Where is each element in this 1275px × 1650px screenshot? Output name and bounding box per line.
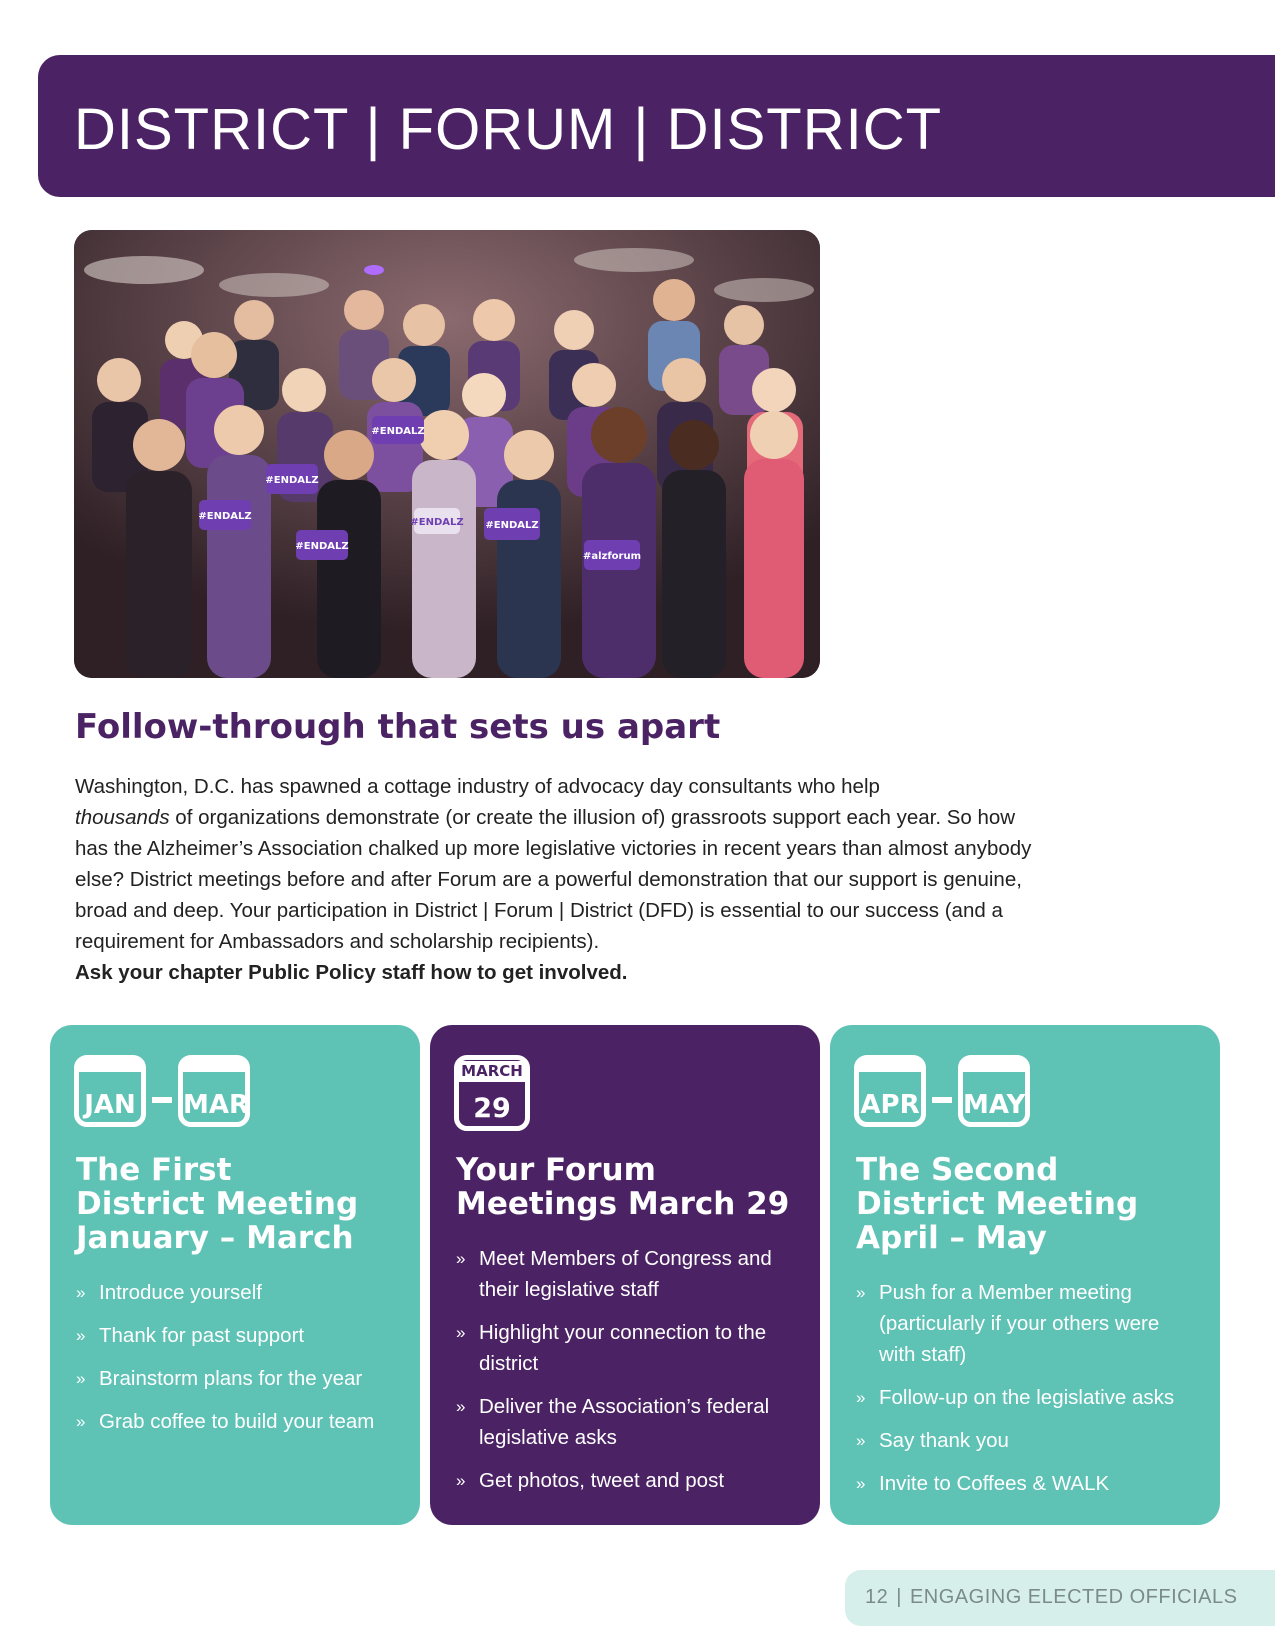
calendar-end-label: MAY (963, 1090, 1026, 1120)
calendar-end-label: MAR (183, 1090, 250, 1120)
calendar-icon (74, 1055, 146, 1127)
card-title-line: District Meeting (76, 1186, 359, 1222)
sign-6: #alzforum (582, 551, 642, 562)
list-item: » Say thank you (856, 1425, 1186, 1456)
card-title-line: Your Forum (456, 1152, 656, 1188)
date-range-badge (74, 1055, 250, 1127)
calendar-icon (178, 1055, 250, 1127)
dash-icon (932, 1097, 952, 1103)
card-list (76, 1277, 406, 1449)
intro-paragraph (75, 771, 1035, 988)
sign-4: #ENDALZ (371, 426, 425, 437)
list-item: » Introduce yourself (76, 1277, 406, 1308)
calendar-start-label: APR (860, 1090, 920, 1120)
sign-5: #ENDALZ (485, 520, 539, 531)
card-title (76, 1153, 416, 1255)
intro-text-rest: of organizations demonstrate (or create the illusion of) grassroots support each year. So how has the Alzheimer’s Association chalked up more legislative victories in recent years than almost anybody else? District meetings before and after Forum are a powerful demonstration that our support is genuine, broad and deep. Your participation in District | Forum | District (DFD) is essential to our success (and a requirement for Ambassadors and scholarship recipients). (75, 806, 1032, 953)
call-to-action: Ask your chapter Public Policy staff how to get involved. (75, 961, 628, 984)
footer-text (865, 1586, 1237, 1609)
date-badge (454, 1055, 530, 1131)
second-district-card (830, 1025, 1220, 1525)
header-band (38, 55, 1275, 197)
footer-separator: | (896, 1586, 902, 1608)
card-title (456, 1153, 796, 1221)
footer-label: ENGAGING ELECTED OFFICIALS (909, 1586, 1238, 1608)
sign-1: #ENDALZ (198, 511, 252, 522)
card-title-line: April – May (856, 1220, 1047, 1256)
card-title-line: The First (76, 1152, 232, 1188)
list-item: » Brainstorm plans for the year (76, 1363, 406, 1394)
card-title-line: Meetings March 29 (456, 1186, 790, 1222)
list-item: » Meet Members of Congress and their legislative staff (456, 1243, 796, 1305)
list-item: » Grab coffee to build your team (76, 1406, 406, 1437)
calendar-start-label: JAN (84, 1090, 136, 1120)
card-title-line: The Second (856, 1152, 1059, 1188)
group-photo-illustration (74, 230, 820, 678)
list-item: » Thank for past support (76, 1320, 406, 1351)
intro-text-start: Washington, D.C. has spawned a cottage industry of advocacy day consultants who help (75, 775, 880, 798)
calendar-icon (958, 1055, 1030, 1127)
page-title: DISTRICT | FORUM | DISTRICT (74, 97, 943, 162)
card-list (856, 1277, 1186, 1511)
calendar-icon (454, 1055, 530, 1131)
card-title-line: January – March (76, 1220, 354, 1256)
card-title (856, 1153, 1196, 1255)
list-item: » Follow-up on the legislative asks (856, 1382, 1186, 1413)
calendar-day: 29 (473, 1093, 511, 1124)
intro-emphasis: thousands (75, 806, 170, 829)
sign-2: #ENDALZ (265, 475, 319, 486)
calendar-month: MARCH (459, 1061, 525, 1082)
sign-3: #ENDALZ (295, 541, 349, 552)
list-item: » Get photos, tweet and post (456, 1465, 796, 1496)
page-number: 12 (865, 1586, 889, 1608)
list-item: » Push for a Member meeting (particularly if your others were with staff) (856, 1277, 1186, 1370)
list-item: » Deliver the Association’s federal legislative asks (456, 1391, 796, 1453)
page-footer (845, 1570, 1275, 1626)
group-photo (74, 230, 820, 678)
card-title-line: District Meeting (856, 1186, 1139, 1222)
section-heading: Follow-through that sets us apart (75, 707, 721, 747)
list-item: » Highlight your connection to the district (456, 1317, 796, 1379)
list-item: » Invite to Coffees & WALK (856, 1468, 1186, 1499)
date-range-badge (854, 1055, 1030, 1127)
sign-7: #ENDALZ (410, 517, 464, 528)
card-list (456, 1243, 796, 1508)
first-district-card (50, 1025, 420, 1525)
dash-icon (152, 1097, 172, 1103)
calendar-icon (854, 1055, 926, 1127)
forum-card (430, 1025, 820, 1525)
